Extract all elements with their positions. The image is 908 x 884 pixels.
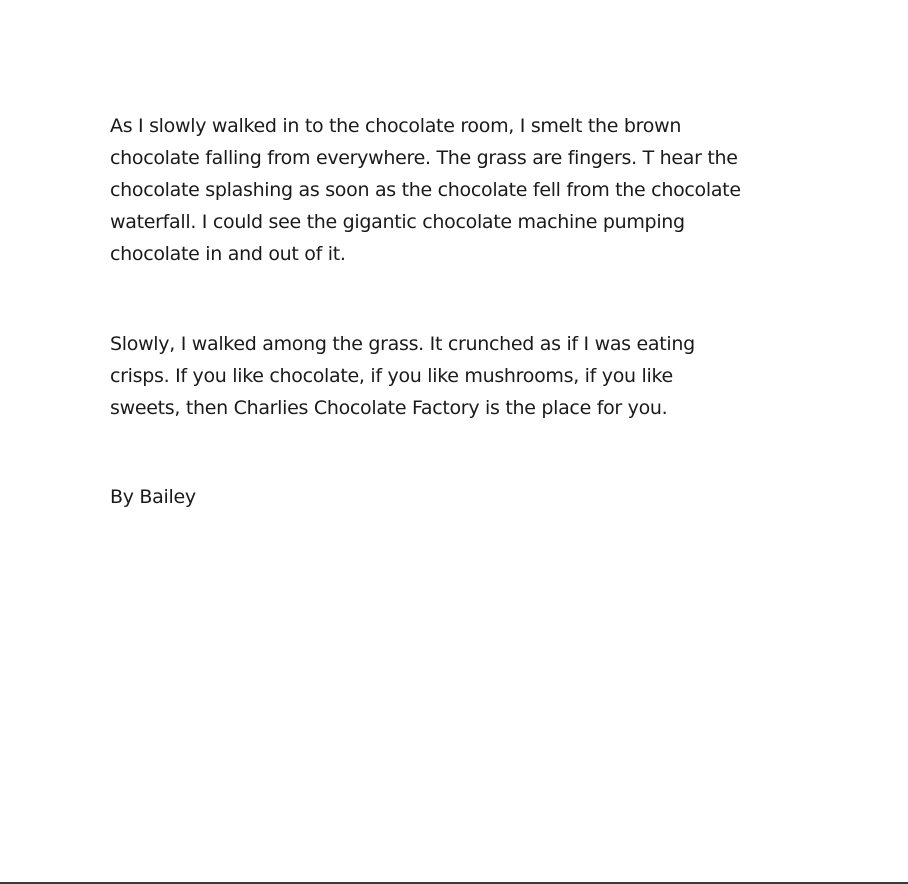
paragraph-line: chocolate splashing as soon as the chocolate fell from the chocolate <box>110 179 741 201</box>
paragraph-line: chocolate in and out of it. <box>110 243 346 265</box>
author-signature <box>110 481 830 513</box>
signature-text: By Bailey <box>110 486 196 508</box>
paragraph-line: sweets, then Charlies Chocolate Factory is the place for you. <box>110 397 668 419</box>
paragraph-line: As I slowly walked in to the chocolate room, I smelt the brown <box>110 115 682 137</box>
paragraph-line: crisps. If you like chocolate, if you like mushrooms, if you like <box>110 365 673 387</box>
paragraph-1 <box>110 110 830 270</box>
paragraph-line: waterfall. I could see the gigantic chocolate machine pumping <box>110 211 685 233</box>
paragraph-line: chocolate falling from everywhere. The grass are fingers. T hear the <box>110 147 738 169</box>
paragraph-line: Slowly, I walked among the grass. It crunched as if I was eating <box>110 333 695 355</box>
paragraph-2 <box>110 328 830 424</box>
